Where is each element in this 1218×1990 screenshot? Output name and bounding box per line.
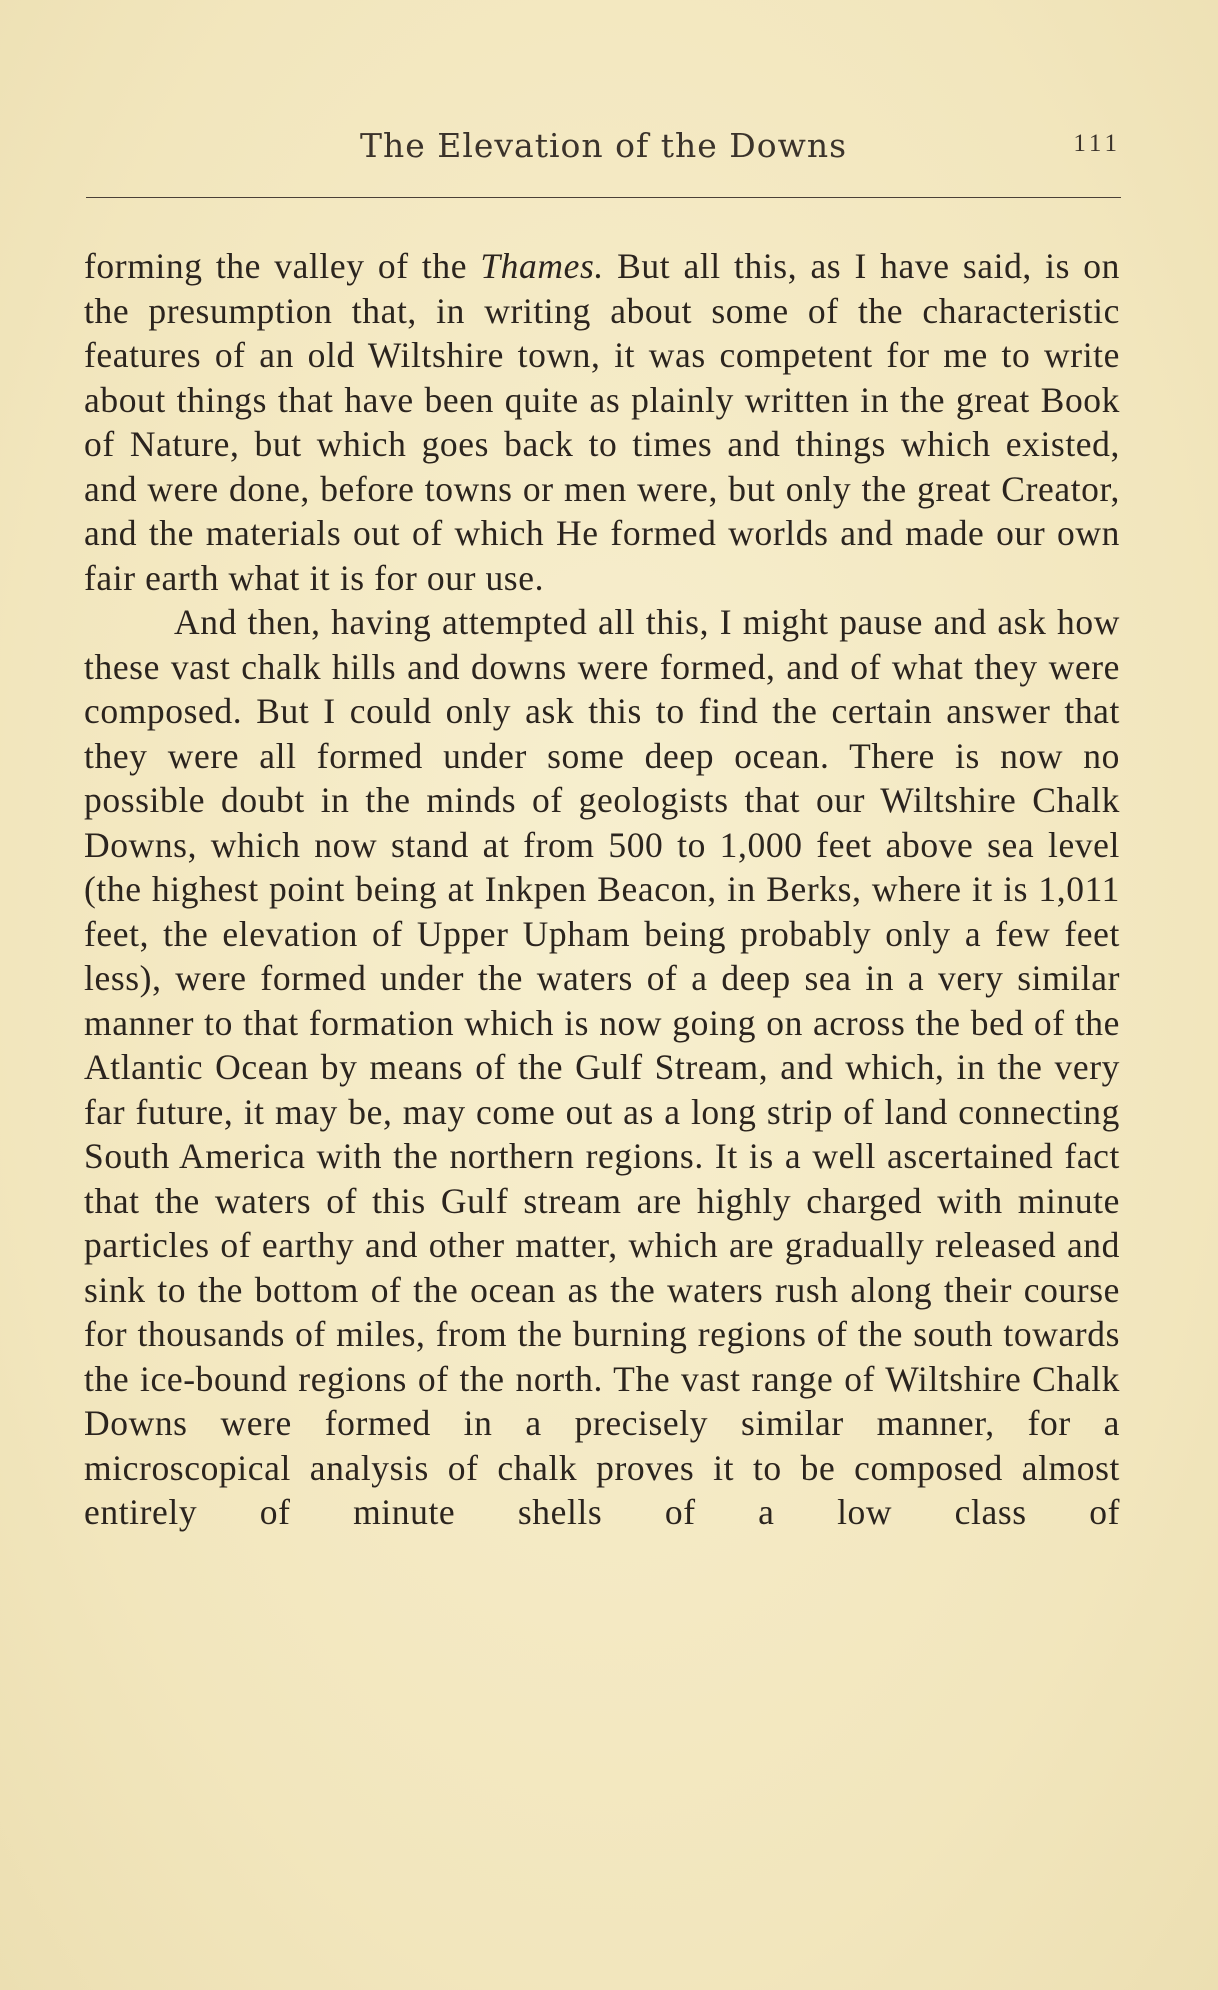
italic-word-thames: Thames. [480,246,604,286]
body-text [84,244,1120,1535]
paragraph-1 [84,244,1120,600]
page-header [86,126,1121,166]
running-title: The Elevation of the Downs [359,126,848,165]
paragraph-1-start: forming the valley of the [84,246,481,286]
page-number: 111 [1073,130,1121,157]
header-rule [86,197,1121,198]
paragraph-2: And then, having attempted all this, I might pause and ask how these vast chalk hills and downs were formed, and of what they were composed. But I could only ask this to find the certain answer that they were all formed under some deep ocean. There is now no possible doubt in the minds of geologists that our Wiltshire Chalk Downs, which now stand at from 500 to 1,000 feet above sea level (the highest point being at Inkpen Beacon, in Berks, where it is 1,011 feet, the elevation of Upper Upham being probably only a few feet less), were formed under the waters of a deep sea in a very similar manner to that formation which is now going on across the bed of the Atlantic Ocean by means of the Gulf Stream, and which, in the very far future, it may be, may come out as a long strip of land connecting South America with the northern regions. It is a well ascertained fact that the waters of this Gulf stream are highly charged with minute particles of earthy and other matter, which are gradually released and sink to the bottom of the ocean as the waters rush along their course for thousands of miles, from the burning regions of the south towards the ice-bound regions of the north. The vast range of Wiltshire Chalk Downs were formed in a precisely similar manner, for a microscopical analysis of chalk proves it to be composed almost entirely of minute shells of a low class of [84,602,1120,1532]
paragraph-1-rest: But all this, as I have said, is on the presumption that, in writing about some of the characteristic features of an old Wiltshire town, it was competent for me to write about things that have been quite as plainly written in the great Book of Nature, but which goes back to times and things which existed, and were done, before towns or men were, but only the great Creator, and the materials out of which He formed worlds and made our own fair earth what it is for our use. [84,246,1120,598]
